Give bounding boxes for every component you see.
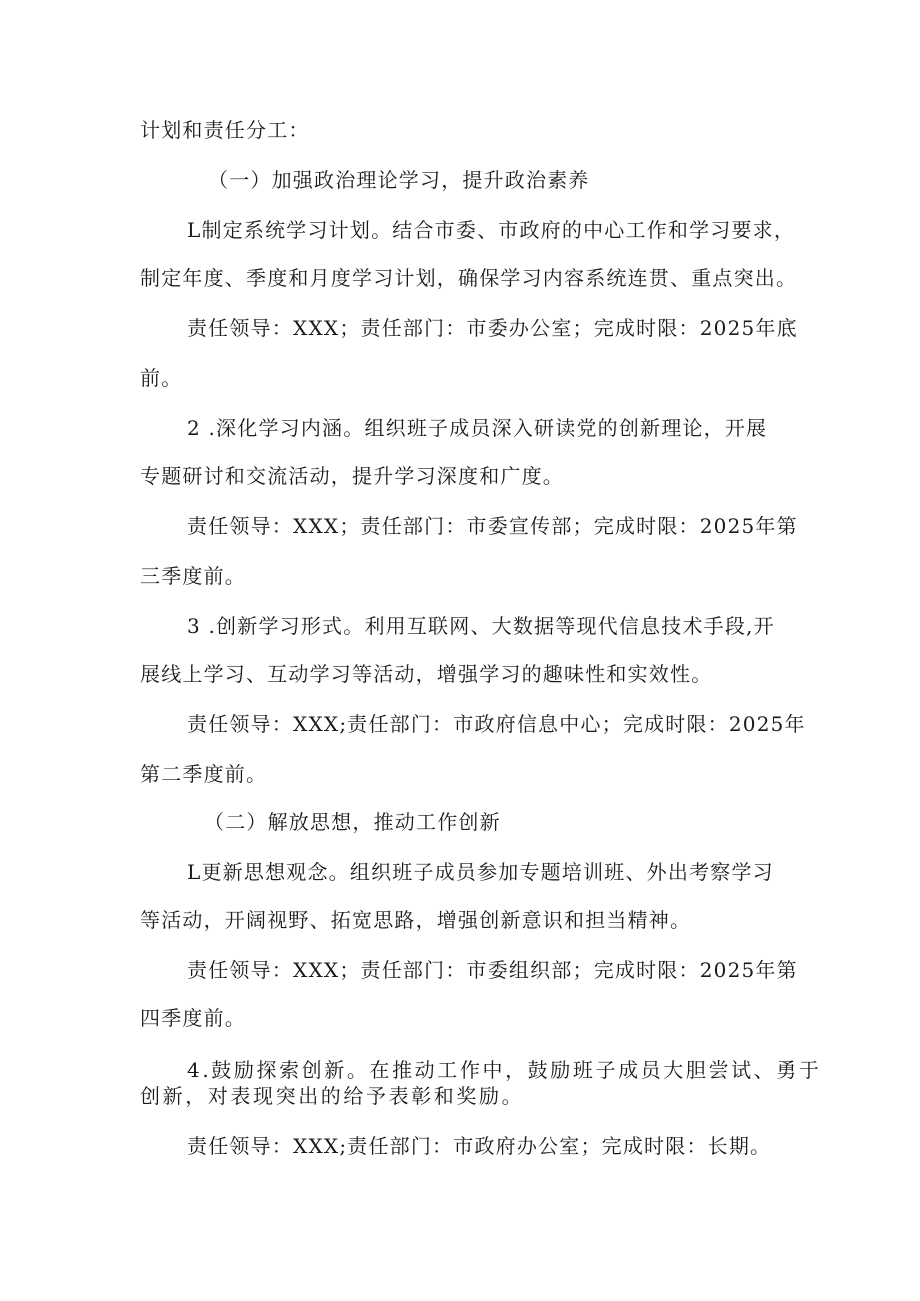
text-line: 创新，对表现突出的给予表彰和奖励。 <box>140 1084 525 1108</box>
text-line: 前。 <box>140 366 183 390</box>
text-line: 三季度前。 <box>140 564 246 588</box>
text-line: 展线上学习、互动学习等活动，增强学习的趣味性和实效性。 <box>140 662 713 686</box>
text-line: L制定系统学习计划。结合市委、市政府的中心工作和学习要求， <box>187 218 796 242</box>
text-line: 2 .深化学习内涵。组织班子成员深入研读党的创新理论，开展 <box>187 416 768 440</box>
text-line: 责任领导：XXX;责任部门：市政府办公室；完成时限：长期。 <box>187 1134 772 1158</box>
text-line: 责任领导：XXX；责任部门：市委组织部；完成时限：2025年第 <box>187 958 798 982</box>
text-line: L更新思想观念。组织班子成员参加专题培训班、外出考察学习 <box>187 860 774 884</box>
text-line: 责任领导：XXX;责任部门：市政府信息中心；完成时限：2025年 <box>187 712 806 736</box>
text-line: 责任领导：XXX；责任部门：市委宣传部；完成时限：2025年第 <box>187 514 798 538</box>
text-line: 4.鼓励探索创新。在推动工作中，鼓励班子成员大胆尝试、勇于 <box>187 1058 822 1082</box>
section-heading: （一）加强政治理论学习，提升政治素养 <box>208 168 590 192</box>
text-line: 四季度前。 <box>140 1006 246 1030</box>
text-line: 责任领导：XXX；责任部门：市委办公室；完成时限：2025年底 <box>187 316 798 340</box>
text-line: 第二季度前。 <box>140 762 268 786</box>
text-line: 专题研讨和交流活动，提升学习深度和广度。 <box>140 464 564 488</box>
text-line: 计划和责任分工： <box>140 118 310 142</box>
text-line: 3 .创新学习形式。利用互联网、大数据等现代信息技术手段,开 <box>187 614 775 638</box>
text-line: 等活动，开阔视野、拓宽思路，增强创新意识和担当精神。 <box>140 908 692 932</box>
section-heading: （二）解放思想，推动工作创新 <box>204 810 501 834</box>
text-line: 制定年度、季度和月度学习计划，确保学习内容系统连贯、重点突出。 <box>140 266 798 290</box>
